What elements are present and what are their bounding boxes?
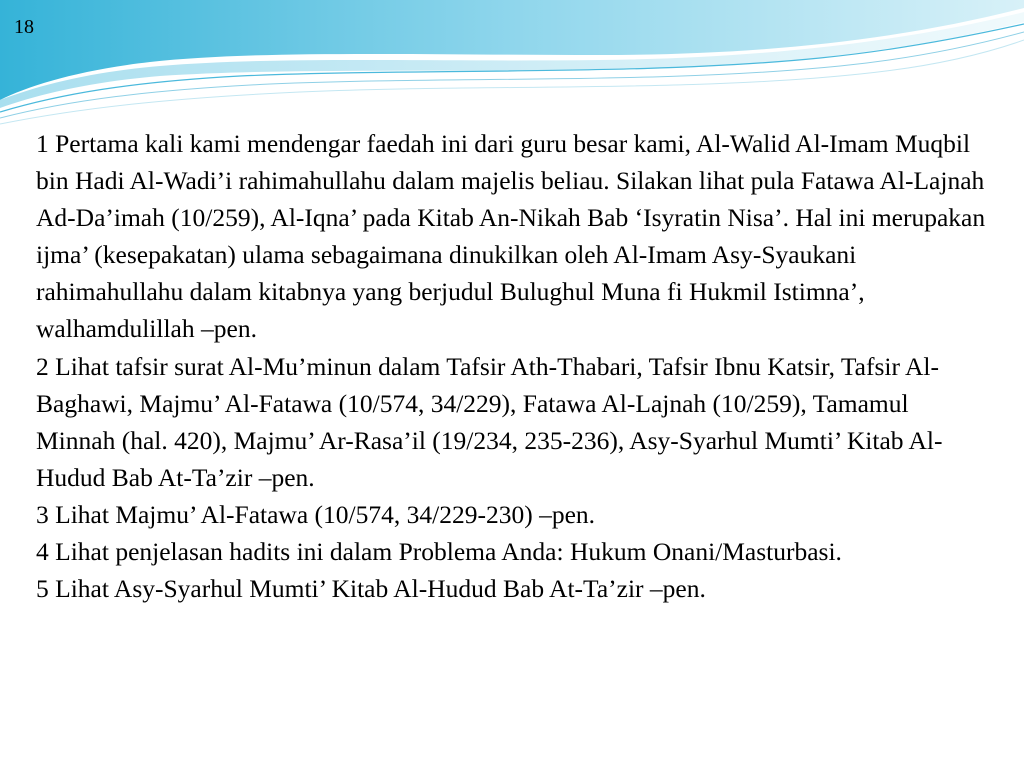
footnotes-text [36, 125, 986, 607]
footnote-5: 5 Lihat Asy-Syarhul Mumti’ Kitab Al-Hudud Bab At-Ta’zir –pen. [36, 574, 706, 604]
footnote-3: 3 Lihat Majmu’ Al-Fatawa (10/574, 34/229-230) –pen. [36, 499, 596, 529]
footnote-4: 4 Lihat penjelasan hadits ini dalam Problema Anda: Hukum Onani/Masturbasi. [36, 537, 842, 567]
slide-number: 18 [14, 16, 34, 38]
header-wave-decoration [0, 0, 1024, 130]
footnote-1: 1 Pertama kali kami mendengar faedah ini dari guru besar kami, Al-Walid Al-Imam Muqbil bin Hadi Al-Wadi’i rahimahullahu dalam majelis beliau. Silakan lihat pula Fatawa Al-Lajnah Ad-Da’imah (10/259), Al-Iqna’ pada Kitab An-Nikah Bab ‘Isyratin Nisa’. Hal ini merupakan ijma’ (kesepakatan) ulama sebagaimana dinukilkan oleh Al-Imam Asy-Syaukani rahimahullahu dalam kitabnya yang berjudul Bulughul Muna fi Hukmil Istimna’, walhamdulillah –pen. [36, 129, 986, 344]
footnote-2: 2 Lihat tafsir surat Al-Mu’minun dalam Tafsir Ath-Thabari, Tafsir Ibnu Katsir, Tafsir Al-Baghawi, Majmu’ Al-Fatawa (10/574, 34/229), Fatawa Al-Lajnah (10/259), Tamamul Minnah (hal. 420), Majmu’ Ar-Rasa’il (19/234, 235-236), Asy-Syarhul Mumti’ Kitab Al-Hudud Bab At-Ta’zir –pen. [36, 351, 943, 492]
